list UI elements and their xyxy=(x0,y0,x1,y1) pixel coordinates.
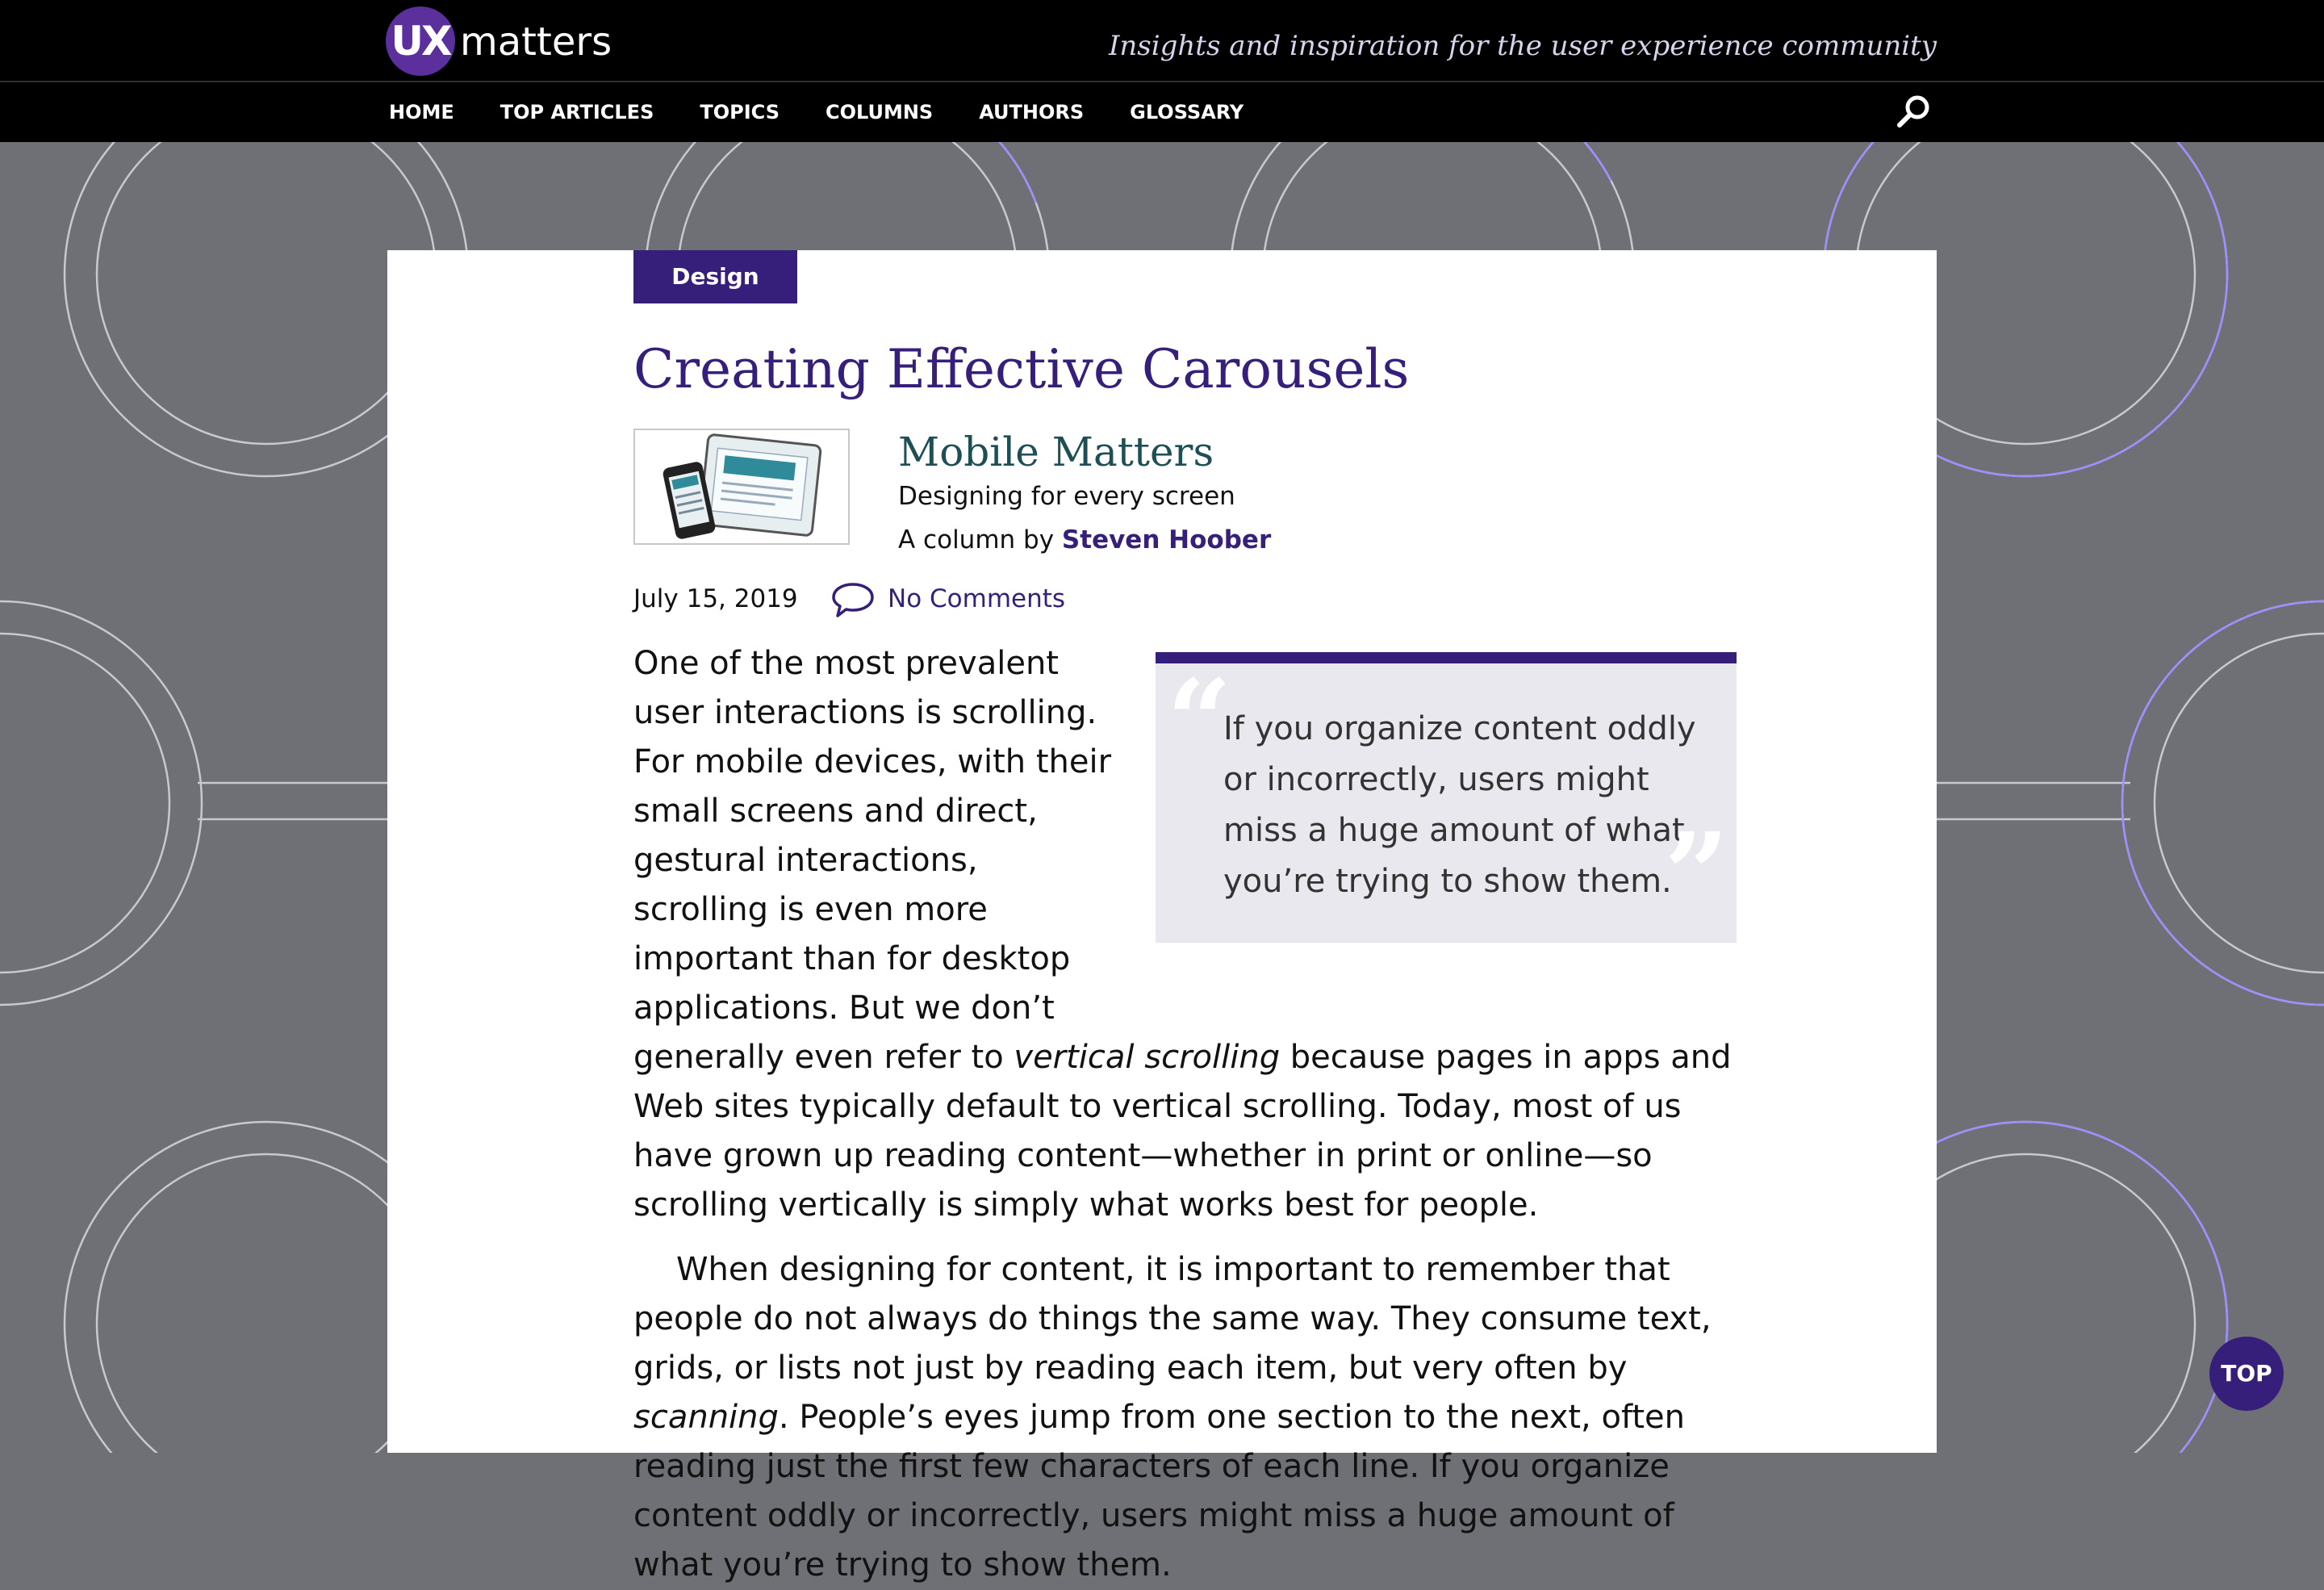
main-nav xyxy=(0,81,2324,142)
nav-top-articles[interactable]: TOP ARTICLES xyxy=(499,101,654,123)
paragraph-1-cont xyxy=(633,1033,1759,1230)
comments-count: No Comments xyxy=(888,584,1066,613)
back-to-top-button[interactable]: TOP xyxy=(2209,1337,2284,1411)
nav-home[interactable]: HOME xyxy=(389,101,454,123)
nav-glossary[interactable]: GLOSSARY xyxy=(1130,101,1244,123)
byline-prefix: A column by xyxy=(898,525,1062,554)
emphasis-scanning: scanning xyxy=(633,1399,779,1436)
logo-mark: UX xyxy=(386,6,455,76)
paragraph-2 xyxy=(633,1245,1759,1590)
close-quote-icon: ” xyxy=(1664,809,1729,941)
paragraph-1-text-b: because pages in apps and Web sites typically default to vertical scrolling. Today, most of us have grown up reading content—whether in print or online—so scrolling vertically is simply what works best for people. xyxy=(633,1039,1732,1224)
paragraph-1-text-a: generally even refer to xyxy=(633,1039,1014,1076)
nav-authors[interactable]: AUTHORS xyxy=(979,101,1085,123)
column-thumbnail xyxy=(633,429,850,545)
column-description: Designing for every screen xyxy=(898,482,1235,511)
search-icon xyxy=(1895,92,1933,131)
author-link[interactable]: Steven Hoober xyxy=(1061,525,1272,554)
nav-columns[interactable]: COLUMNS xyxy=(826,101,934,123)
site-logo[interactable] xyxy=(386,6,612,76)
article-card xyxy=(387,250,1937,1584)
pull-quote-text: If you organize content oddly or incorrectly, users might miss a huge amount of what you’re trying to show them. xyxy=(1223,710,1696,900)
article-body xyxy=(633,639,1759,1590)
search-button[interactable] xyxy=(1895,92,1933,131)
byline xyxy=(898,518,1271,562)
column-name[interactable]: Mobile Matters xyxy=(898,429,1214,475)
site-header xyxy=(0,0,2324,81)
category-tag[interactable]: Design xyxy=(633,250,797,303)
emphasis-vertical-scrolling: vertical scrolling xyxy=(1014,1039,1281,1076)
nav-topics[interactable]: TOPICS xyxy=(700,101,780,123)
publish-date: July 15, 2019 xyxy=(633,584,798,613)
paragraph-2-text-b: . People’s eyes jump from one section to the next, often reading just the first few characters of each line. If you organize content oddly or incorrectly, users might miss a huge amount of what you’re trying to show them. xyxy=(633,1399,1685,1584)
article-title: Creating Effective Carousels xyxy=(633,338,1410,400)
comment-bubble-icon xyxy=(831,581,875,618)
site-tagline: Insights and inspiration for the user experience community xyxy=(1108,30,1937,62)
paragraph-1-lead: One of the most prevalent user interactions is scrolling. For mobile devices, with their small screens and direct, gestural interactions, scrolling is even more important than for desktop applications. But we don’t xyxy=(633,645,1112,1027)
open-quote-icon: “ xyxy=(1167,655,1232,788)
paragraph-2-text-a: When designing for content, it is important to remember that people do not always do things the same way. They consume text, grids, or lists not just by reading each item, but very often by xyxy=(633,1251,1712,1387)
logo-wordmark: matters xyxy=(460,19,612,65)
devices-illustration xyxy=(635,430,848,543)
